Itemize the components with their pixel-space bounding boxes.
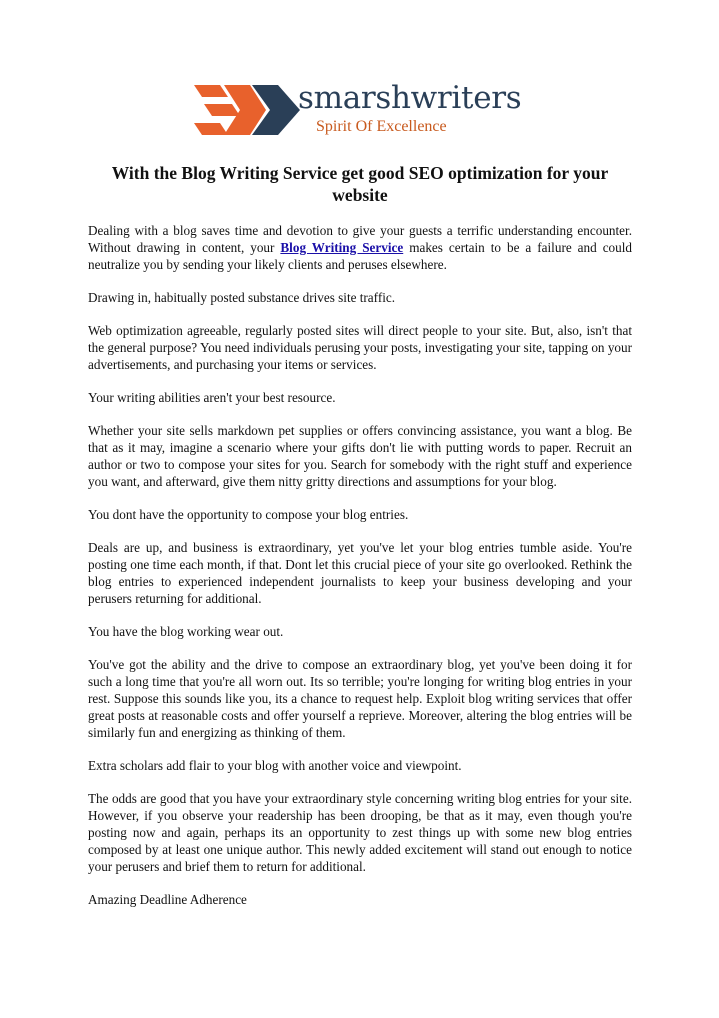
paragraph: The odds are good that you have your extraordinary style concerning writing blog entries for your site. However, if you observe your readership has been drooping, be that as it may, even though you're posting now and again, perhaps its an opportunity to zest things up with some new blog entries composed by at least one unique author. This newly added excitement will stand out enough to notice your perusers and brief them to return for additional. [88,791,632,874]
intro-text-after: makes certain to be a failure and could neutralize you by sending your likely clients and peruses elsewhere. [88,240,632,272]
paragraph: Drawing in, habitually posted substance drives site traffic. [88,290,396,305]
document-title: With the Blog Writing Service get good SEO optimization for your website [111,163,609,205]
paragraph: Deals are up, and business is extraordinary, yet you've let your blog entries tumble aside. You're posting one time each month, if that. Dont let this crucial piece of your site go overlooked. Rethink the blog entries to experienced independent journalists to keep your business developing and your perusers returning for additional. [88,540,632,606]
paragraph: Web optimization agreeable, regularly posted sites will direct people to your site. But, also, isn't that the general purpose? You need individuals perusing your posts, investigating your site, tapping on your advertisements, and purchasing your items or services. [88,323,632,372]
paragraph: Amazing Deadline Adherence [88,892,247,907]
paragraph-intro [88,222,632,273]
blog-writing-service-link[interactable]: Blog Writing Service [280,240,404,255]
logo-mark-icon [194,82,304,138]
brand-tagline: Spirit Of Excellence [316,118,447,135]
paragraph: Your writing abilities aren't your best resource. [88,390,336,405]
paragraph: You have the blog working wear out. [88,624,284,639]
document-body [88,222,632,924]
brand-logo [194,82,534,140]
paragraph: You dont have the opportunity to compose your blog entries. [88,507,409,522]
intro-text-before: Dealing with a blog saves time and devotion to give your guests a terrific understanding encounter. Without drawing in content, your [88,223,632,255]
paragraph: You've got the ability and the drive to compose an extraordinary blog, yet you've been doing it for such a long time that you're all worn out. Its so terrible; you're longing for writing blog entries in your rest. Suppose this sounds like you, its a chance to request help. Exploit blog writing services that offer great posts at reasonable costs and offer yourself a reprieve. Moreover, altering the blog entries will be similarly fun and energizing as thinking of them. [88,657,632,740]
paragraph: Extra scholars add flair to your blog with another voice and viewpoint. [88,758,462,773]
paragraph: Whether your site sells markdown pet supplies or offers convincing assistance, you want a blog. Be that as it may, imagine a scenario where your gifts don't lie with putting words to paper. Recruit an author or two to compose your sites for you. Search for somebody with the right stuff and experience you want, and afterward, give them nitty gritty directions and assumptions for your blog. [88,423,632,489]
brand-name: smarshwriters [298,80,522,116]
